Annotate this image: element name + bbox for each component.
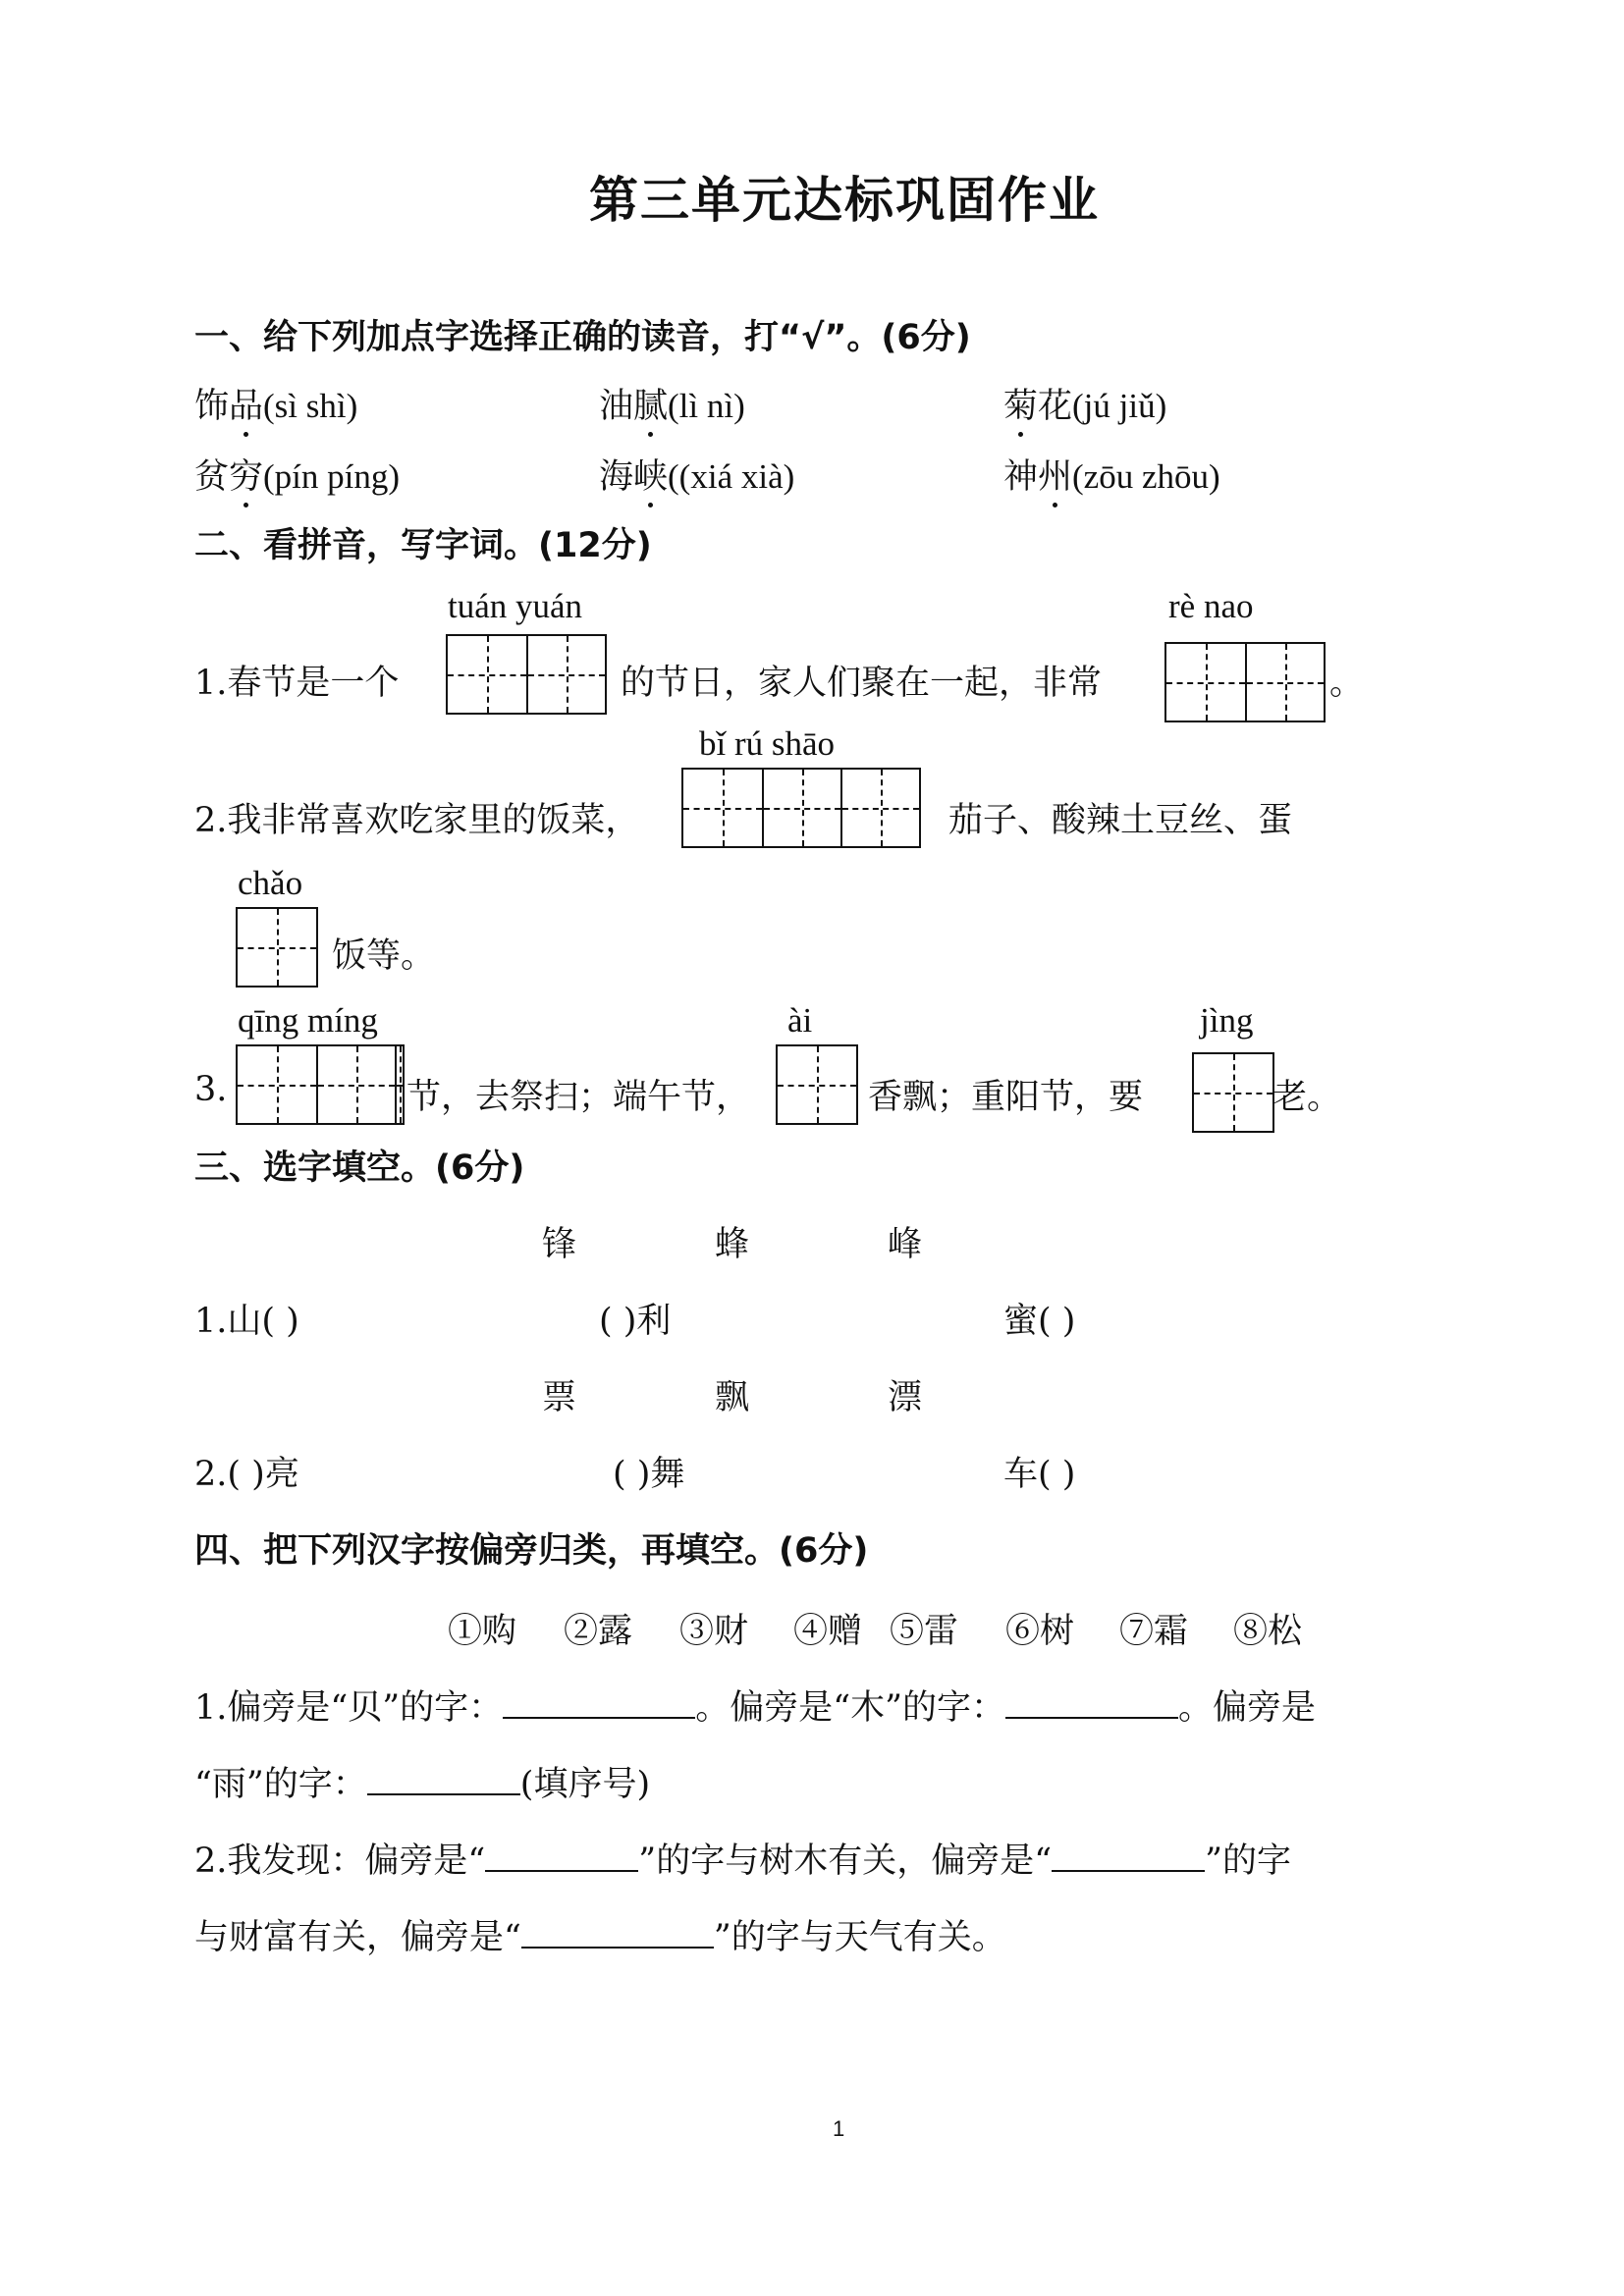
s1-item-1: 饰品(sì shì) [194, 379, 357, 428]
pinyin-jing: jìng [1200, 1001, 1254, 1040]
section2-heading: 二、看拼音，写字词。(12分) [194, 526, 652, 565]
writing-grid-re-nao[interactable] [1164, 642, 1326, 722]
dotted-char: 品 [229, 379, 263, 428]
pinyin-options: (sì shì) [263, 387, 358, 425]
s3-choice-char: 峰 [888, 1225, 923, 1264]
s4-q1-line2: “雨”的字： (填序号) [194, 1765, 651, 1804]
s4-char: ①购 [448, 1612, 517, 1651]
s3-choice-char: 蜂 [715, 1225, 750, 1264]
section3-heading: 三、选字填空。(6分) [194, 1148, 525, 1188]
answer-blank[interactable] [503, 1687, 695, 1719]
s2-q3-text-b: 香飘；重阳节，要 [868, 1078, 1144, 1117]
pinyin-tuan-yuan: tuán yuán [448, 587, 583, 625]
pinyin-chao: chǎo [238, 864, 303, 902]
section4-heading: 四、把下列汉字按偏旁归类，再填空。(6分) [194, 1531, 869, 1571]
s4-char: ⑦霜 [1119, 1612, 1189, 1651]
pinyin-qing-ming: qīng míng [238, 1001, 378, 1040]
s4-char: ④赠 [793, 1612, 863, 1651]
writing-grid-qing-ming[interactable] [236, 1044, 405, 1125]
s2-q3-text-a: 节，去祭扫；端午节， [406, 1078, 751, 1117]
s1-item-3: 菊花(jú jiǔ) [1003, 379, 1166, 428]
answer-blank[interactable] [367, 1764, 520, 1795]
s3-fill-item[interactable]: ( )利 [599, 1302, 672, 1341]
dotted-char: 菊 [1003, 379, 1038, 428]
s1-item-5: 海峡((xiá xià) [599, 450, 794, 499]
s4-q2-line2: 与财富有关，偏旁是“ ”的字与天气有关。 [194, 1918, 1006, 1957]
s4-q2-line1: 2.我发现：偏旁是“ ”的字与树木有关，偏旁是“ ”的字 [194, 1842, 1291, 1881]
writing-grid-chao[interactable] [236, 907, 318, 988]
s2-q1-line: 1.春节是一个 [194, 664, 400, 703]
s4-char: ⑥树 [1005, 1612, 1075, 1651]
answer-blank[interactable] [485, 1841, 638, 1872]
s4-q1-line1: 1.偏旁是“贝”的字： 。偏旁是“木”的字： 。偏旁是 [194, 1688, 1316, 1728]
s1-item-6: 神州(zōu zhōu) [1003, 450, 1220, 499]
answer-blank[interactable] [521, 1917, 714, 1949]
pinyin-re-nao: rè nao [1168, 587, 1254, 625]
s3-fill-item[interactable]: 车( ) [1003, 1455, 1076, 1494]
s2-q2-text-c: 饭等。 [332, 936, 436, 976]
s2-q3-text-c: 老。 [1272, 1078, 1342, 1117]
section1-heading: 一、给下列加点字选择正确的读音，打“√”。(6分) [194, 318, 971, 357]
s2-q2-text-b: 茄子、酸辣土豆丝、蛋 [948, 801, 1293, 840]
pinyin-bi-ru-shao: bǐ rú shāo [699, 724, 836, 763]
pinyin-options: (zōu zhōu) [1072, 457, 1220, 496]
answer-blank[interactable] [1052, 1841, 1205, 1872]
writing-grid-bi-ru-shao[interactable] [681, 768, 921, 848]
pinyin-ai: ài [787, 1001, 813, 1040]
writing-grid-jing[interactable] [1192, 1052, 1274, 1133]
answer-blank[interactable] [1005, 1687, 1178, 1719]
s3-fill-item[interactable]: 2.( )亮 [194, 1455, 299, 1494]
s4-char: ⑤雷 [890, 1612, 959, 1651]
pinyin-options: (pín píng) [263, 457, 401, 496]
dotted-char: 穷 [229, 450, 263, 499]
pinyin-options: (jú jiǔ) [1072, 387, 1167, 425]
dotted-char: 峡 [633, 450, 668, 499]
s3-fill-item[interactable]: 1.山( ) [194, 1302, 299, 1341]
writing-grid-tuan-yuan[interactable] [446, 634, 607, 715]
s3-choice-char: 飘 [715, 1378, 750, 1417]
s3-fill-item[interactable]: ( )舞 [613, 1455, 685, 1494]
writing-grid-ai[interactable] [776, 1044, 858, 1125]
s2-q3-num: 3. [194, 1070, 228, 1109]
pinyin-options: ((xiá xià) [668, 457, 795, 496]
s3-choice-char: 票 [542, 1378, 577, 1417]
page-title: 第三单元达标巩固作业 [589, 172, 1100, 229]
s4-char: ②露 [564, 1612, 633, 1651]
pinyin-options: (lì nì) [668, 387, 745, 425]
s3-fill-item[interactable]: 蜜( ) [1003, 1302, 1076, 1341]
dotted-char: 州 [1038, 450, 1072, 499]
s2-q1-text-b: 的节日，家人们聚在一起，非常 [621, 664, 1103, 703]
s4-char: ③财 [679, 1612, 749, 1651]
s3-choice-char: 锋 [542, 1225, 577, 1264]
s1-item-2: 油腻(lì nì) [599, 379, 745, 428]
dotted-char: 腻 [633, 379, 668, 428]
s4-char: ⑧松 [1233, 1612, 1303, 1651]
s2-q2-line: 2.我非常喜欢吃家里的饭菜， [194, 801, 640, 840]
s2-q1-text-c: 。 [1329, 664, 1365, 703]
s1-item-4: 贫穷(pín píng) [194, 450, 400, 499]
page-number: 1 [833, 2116, 845, 2141]
s3-choice-char: 漂 [888, 1378, 923, 1417]
